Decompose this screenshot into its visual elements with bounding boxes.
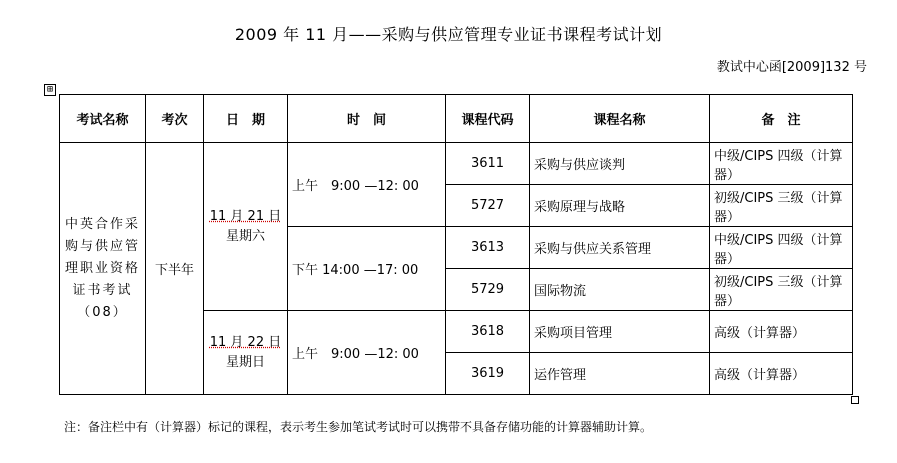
date-2: 11 月 22 日 [209, 334, 282, 350]
course-code: 3611 [446, 143, 530, 185]
footnote: 注：备注栏中有（计算器）标记的课程，表示考生参加笔试考试时可以携带不具备存储功能的计算器辅助计算。 [64, 420, 653, 434]
course-code: 5729 [446, 269, 530, 311]
time-slot-1: 上午 9:00 —12: 00 [288, 143, 446, 227]
date-1: 11 月 21 日 [209, 208, 282, 224]
course-code: 5727 [446, 185, 530, 227]
document-reference-number: 教试中心函[2009]132 号 [716, 60, 867, 75]
course-name: 国际物流 [530, 269, 710, 311]
header-course-code: 课程代码 [446, 95, 530, 143]
course-name: 采购与供应关系管理 [530, 227, 710, 269]
weekday-1: 星期六 [225, 228, 265, 244]
course-name: 采购项目管理 [530, 311, 710, 353]
table-resize-handle[interactable] [851, 396, 859, 404]
table-move-handle-icon[interactable]: ⊞ [44, 84, 56, 96]
course-name: 采购原理与战略 [530, 185, 710, 227]
time-slot-3: 上午 9:00 —12: 00 [288, 311, 446, 395]
weekday-2: 星期日 [225, 354, 265, 370]
course-note: 中级/CIPS 四级（计算器） [710, 143, 853, 185]
table-header-row [60, 95, 853, 143]
course-note: 初级/CIPS 三级（计算器） [710, 269, 853, 311]
header-notes: 备 注 [710, 95, 853, 143]
exam-schedule-table [59, 94, 853, 395]
course-name: 采购与供应谈判 [530, 143, 710, 185]
table-row [60, 143, 853, 185]
header-time: 时 间 [288, 95, 446, 143]
course-note: 中级/CIPS 四级（计算器） [710, 227, 853, 269]
course-name: 运作管理 [530, 353, 710, 395]
time-slot-2: 下午 14:00 —17: 00 [288, 227, 446, 311]
header-session: 考次 [146, 95, 204, 143]
header-date: 日 期 [204, 95, 288, 143]
course-code: 3618 [446, 311, 530, 353]
date-cell-2 [204, 311, 288, 395]
session-cell: 下半年 [146, 143, 204, 395]
header-course-name: 课程名称 [530, 95, 710, 143]
course-code: 3619 [446, 353, 530, 395]
header-exam-name: 考试名称 [60, 95, 146, 143]
exam-name-cell: 中英合作采购与供应管理职业资格证书考试（08） [60, 143, 146, 395]
course-note: 高级（计算器） [710, 311, 853, 353]
course-code: 3613 [446, 227, 530, 269]
course-note: 高级（计算器） [710, 353, 853, 395]
course-note: 初级/CIPS 三级（计算器） [710, 185, 853, 227]
document-title: 2009 年 11 月——采购与供应管理专业证书课程考试计划 [234, 25, 663, 44]
date-cell-1 [204, 143, 288, 311]
